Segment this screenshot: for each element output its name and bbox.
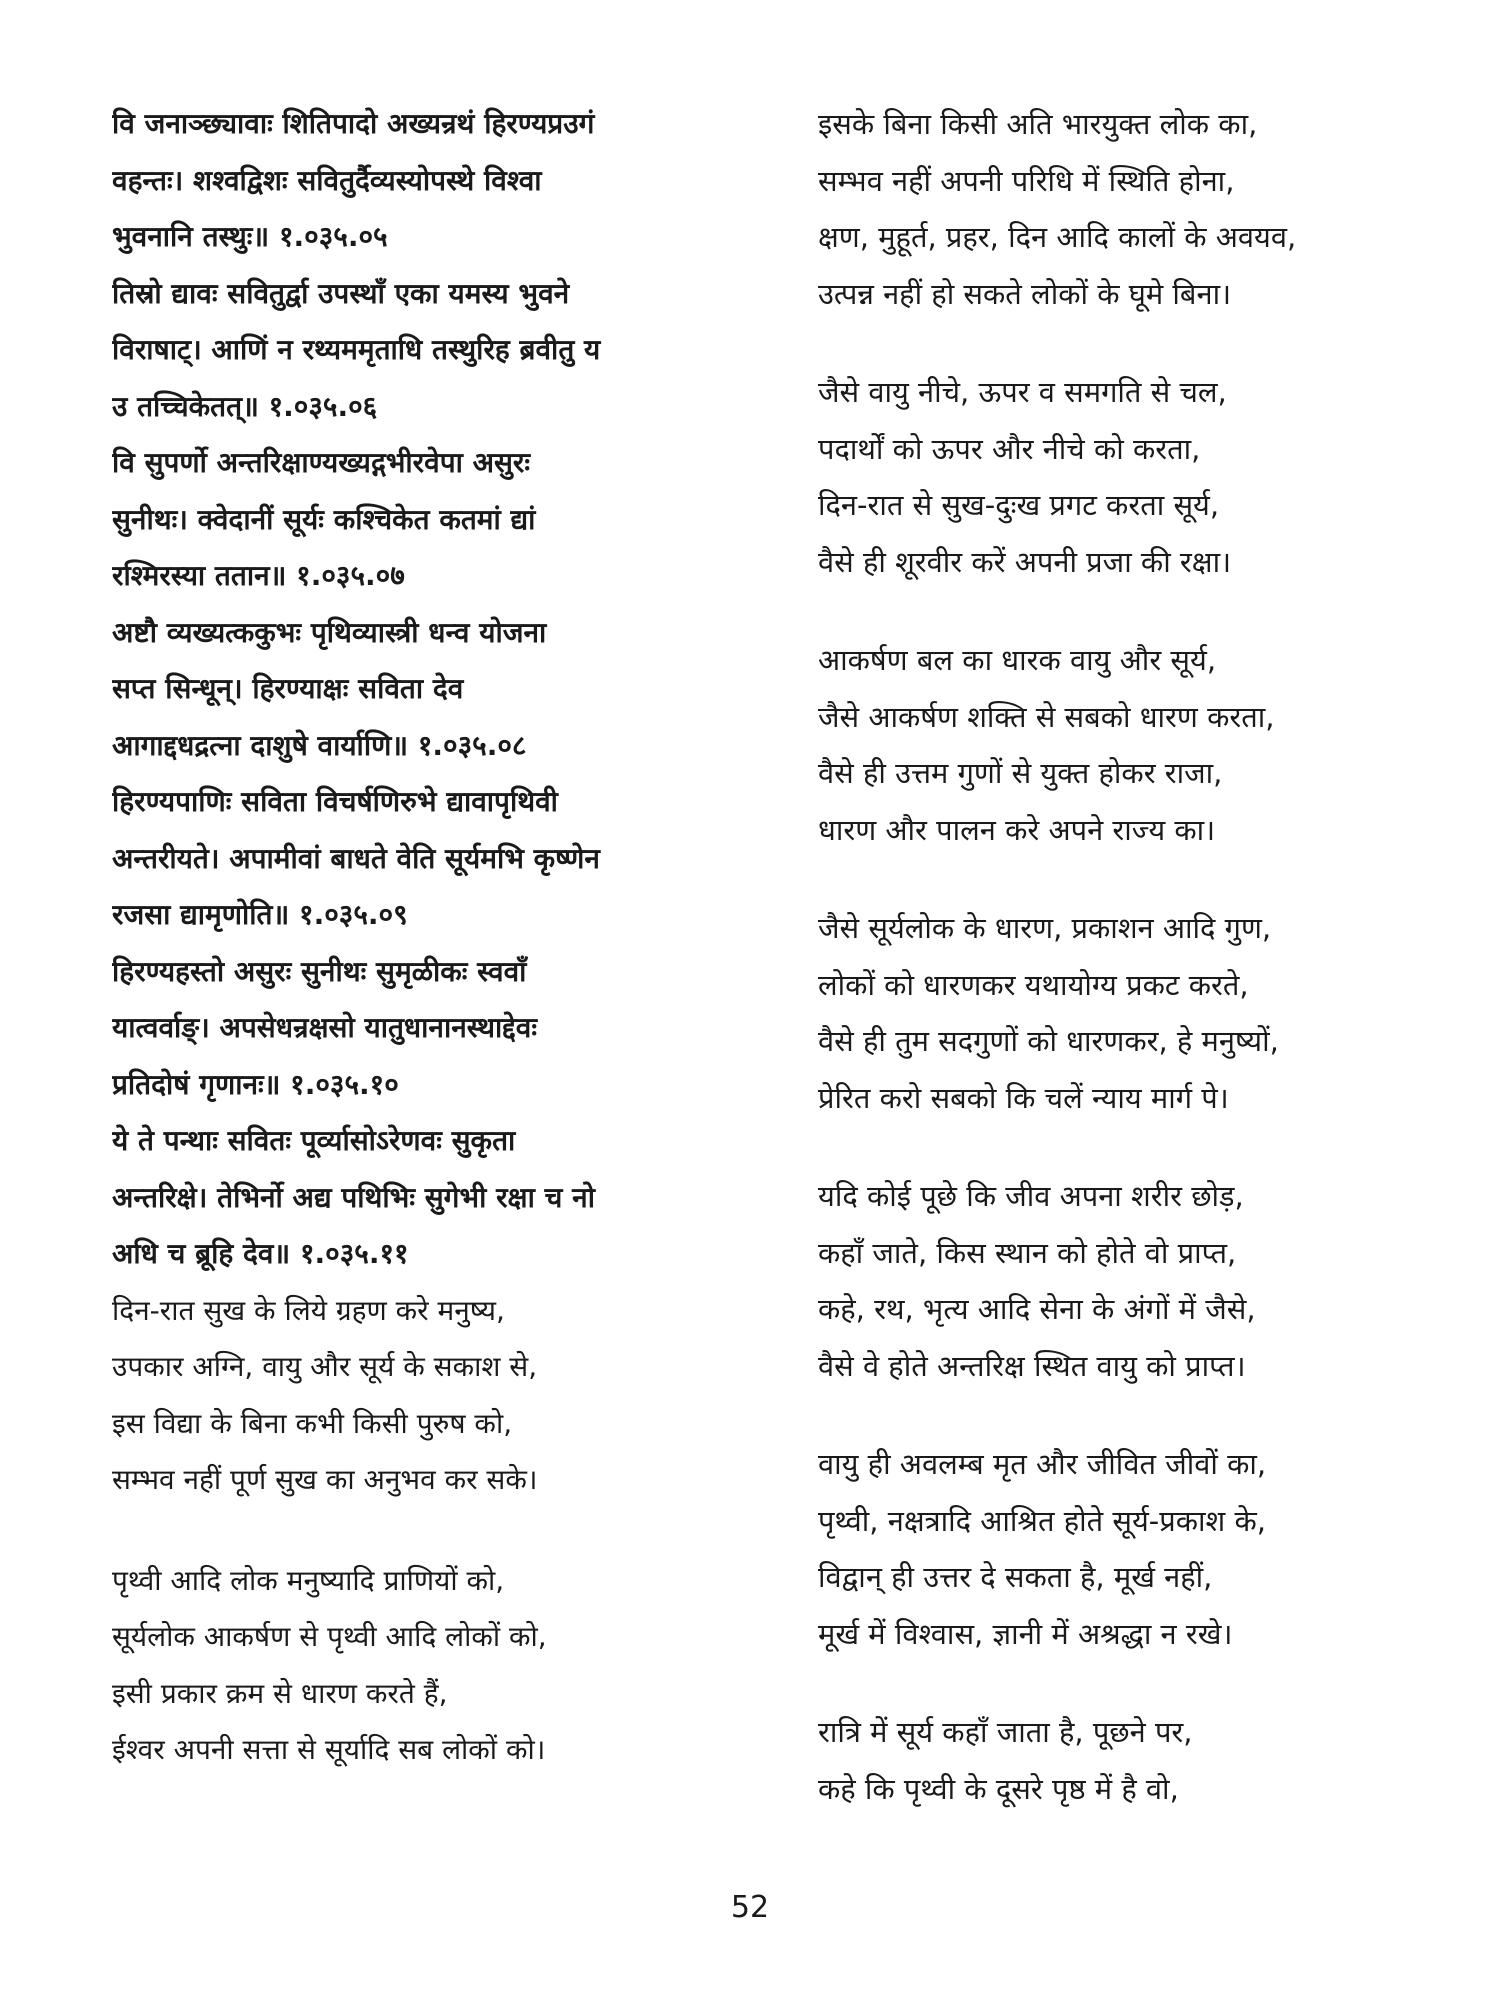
verse-line: विराषाट्। आणिं न रथ्यममृताधि तस्थुरिह ब्रवीतु य (112, 333, 601, 366)
stanza-line: धारण और पालन करे अपने राज्य का। (818, 812, 1216, 847)
hindi-stanza (818, 900, 1458, 1126)
hindi-stanza (818, 96, 1458, 322)
verse-line: तिस्रो द्यावः सवितुर्द्वा उपस्थाँ एका यमस्य भुवने (112, 276, 570, 310)
verse-1-35-11 (112, 1113, 792, 1283)
verse-1-35-07 (112, 435, 792, 605)
verse-line: अन्तरीयते। अपामीवां बाधते वेति सूर्यमभि कृष्णेन (112, 841, 600, 875)
verse-line: उ तच्चिकेतत्॥ १.०३५.०६ (112, 389, 378, 423)
verse-1-35-09 (112, 774, 792, 944)
verse-line: अष्टौ व्यख्यत्ककुभः पृथिव्यास्त्री धन्व योजना (112, 615, 547, 649)
stanza-line: वैसे वे होते अन्तरिक्ष स्थित वायु को प्राप्त। (818, 1348, 1246, 1383)
stanza-line: वैसे ही उत्तम गुणों से युक्त होकर राजा, (818, 756, 1223, 790)
verse-line: आगाद्दधद्रत्ना दाशुषे वार्याणि॥ १.०३५.०८ (112, 728, 527, 762)
verse-line: वि सुपर्णो अन्तरिक्षाण्यख्यद्गभीरवेपा असुरः (112, 446, 531, 479)
hindi-stanza (818, 364, 1458, 590)
verse-line: यात्वर्वाङ्। अपसेधन्रक्षसो यातुधानानस्थाद्देवः (112, 1011, 537, 1044)
stanza-line: सूर्यलोक आकर्षण से पृथ्वी आदि लोकों को, (112, 1620, 547, 1653)
verse-line: अधि च ब्रूहि देव॥ १.०३५.११ (112, 1237, 409, 1270)
stanza-line: जैसे सूर्यलोक के धारण, प्रकाशन आदि गुण, (818, 911, 1272, 945)
verse-1-35-06 (112, 266, 792, 436)
stanza-line: दिन-रात से सुख-दुःख प्रगट करता सूर्य, (818, 488, 1220, 522)
left-column (112, 96, 792, 1779)
stanza-line: मूर्ख में विश्वास, ज्ञानी में अश्रद्धा न रखे। (818, 1616, 1233, 1651)
verse-line: वहन्तः। शश्वद्विशः सवितुर्दैव्यस्योपस्थे विश्वा (112, 163, 542, 197)
stanza-line: आकर्षण बल का धारक वायु और सूर्य, (818, 643, 1217, 677)
stanza-line: उत्पन्न नहीं हो सकते लोकों के घूमे बिना। (818, 276, 1232, 311)
stanza-line: वायु ही अवलम्ब मृत और जीवित जीवों का, (818, 1447, 1267, 1481)
hindi-stanza (112, 1553, 792, 1779)
stanza-line: इस विद्या के बिना कभी किसी पुरुष को, (112, 1406, 513, 1440)
right-column (818, 96, 1458, 1859)
page-number: 52 (730, 1890, 770, 1925)
stanza-line: इसी प्रकार क्रम से धारण करते हैं, (112, 1676, 448, 1710)
stanza-line: वैसे ही शूरवीर करें अपनी प्रजा की रक्षा। (818, 544, 1232, 579)
verse-line: हिरण्यहस्तो असुरः सुनीथः सुमृळीकः स्ववाँ (112, 954, 527, 988)
verse-1-35-10 (112, 944, 792, 1114)
verse-line: प्रतिदोषं गृणानः॥ १.०३५.१० (112, 1067, 399, 1101)
stanza-line: वैसे ही तुम सदगुणों को धारणकर, हे मनुष्यों, (818, 1024, 1279, 1058)
stanza-line: सम्भव नहीं पूर्ण सुख का अनुभव कर सके। (112, 1463, 538, 1496)
verse-line: अन्तरिक्षे। तेभिर्नो अद्य पथिभिः सुगेभी रक्षा च नो (112, 1180, 595, 1214)
stanza-line: रात्रि में सूर्य कहाँ जाता है, पूछने पर, (818, 1715, 1193, 1749)
verse-line: ये ते पन्थाः सवितः पूर्व्यासोऽरेणवः सुकृता (112, 1124, 516, 1157)
stanza-line: पृथ्वी, नक्षत्रादि आश्रित होते सूर्य-प्रकाश के, (818, 1503, 1266, 1538)
stanza-line: यदि कोई पूछे कि जीव अपना शरीर छोड़, (818, 1179, 1244, 1213)
verse-line: वि जनाञ्छ्यावाः शितिपादो अख्यन्रथं हिरण्यप्रउगं (112, 107, 595, 140)
stanza-line: पदार्थों को ऊपर और नीचे को करता, (818, 431, 1201, 466)
stanza-line: ईश्वर अपनी सत्ता से सूर्यादि सब लोकों को। (112, 1733, 546, 1766)
verse-line: सुनीथः। क्वेदानीं सूर्यः कश्चिकेत कतमां द्यां (112, 502, 536, 536)
verse-line: रजसा द्यामृणोति॥ १.०३५.०९ (112, 898, 408, 931)
verse-line: हिरण्यपाणिः सविता विचर्षणिरुभे द्यावापृथिवी (112, 785, 558, 818)
verse-line: रश्मिरस्या ततान॥ १.०३५.०७ (112, 559, 405, 592)
hindi-stanza (112, 1283, 792, 1509)
stanza-line: पृथ्वी आदि लोक मनुष्यादि प्राणियों को, (112, 1563, 505, 1597)
hindi-stanza (818, 1168, 1458, 1394)
stanza-line: प्रेरित करो सबको कि चलें न्याय मार्ग पे। (818, 1080, 1229, 1115)
hindi-stanza (818, 632, 1458, 858)
verse-line: भुवनानि तस्थुः॥ १.०३५.०५ (112, 220, 388, 253)
sanskrit-verses (112, 96, 792, 1283)
stanza-line: विद्वान् ही उत्तर दे सकता है, मूर्ख नहीं, (818, 1560, 1213, 1594)
stanza-line: कहे, रथ, भृत्य आदि सेना के अंगों में जैसे, (818, 1292, 1256, 1326)
verse-1-35-05 (112, 96, 792, 266)
stanza-line: इसके बिना किसी अति भारयुक्त लोक का, (818, 107, 1258, 141)
verse-1-35-08 (112, 605, 792, 775)
stanza-line: लोकों को धारणकर यथायोग्य प्रकट करते, (818, 967, 1249, 1002)
stanza-line: उपकार अग्नि, वायु और सूर्य के सकाश से, (112, 1350, 538, 1383)
verse-line: सप्त सिन्धून्। हिरण्याक्षः सविता देव (112, 672, 464, 705)
stanza-line: क्षण, मुहूर्त, प्रहर, दिन आदि कालों के अवयव, (818, 220, 1297, 254)
hindi-stanza (818, 1704, 1458, 1817)
stanza-line: कहे कि पृथ्वी के दूसरे पृष्ठ में है वो, (818, 1771, 1179, 1806)
stanza-line: जैसे आकर्षण शक्ति से सबको धारण करता, (818, 699, 1275, 734)
stanza-line: जैसे वायु नीचे, ऊपर व समगति से चल, (818, 375, 1227, 409)
stanza-line: दिन-रात सुख के लिये ग्रहण करे मनुष्य, (112, 1293, 505, 1327)
stanza-line: कहाँ जाते, किस स्थान को होते वो प्राप्त, (818, 1235, 1237, 1270)
hindi-stanza (818, 1436, 1458, 1662)
stanza-line: सम्भव नहीं अपनी परिधि में स्थिति होना, (818, 163, 1235, 198)
stanza-divider (112, 1509, 792, 1553)
